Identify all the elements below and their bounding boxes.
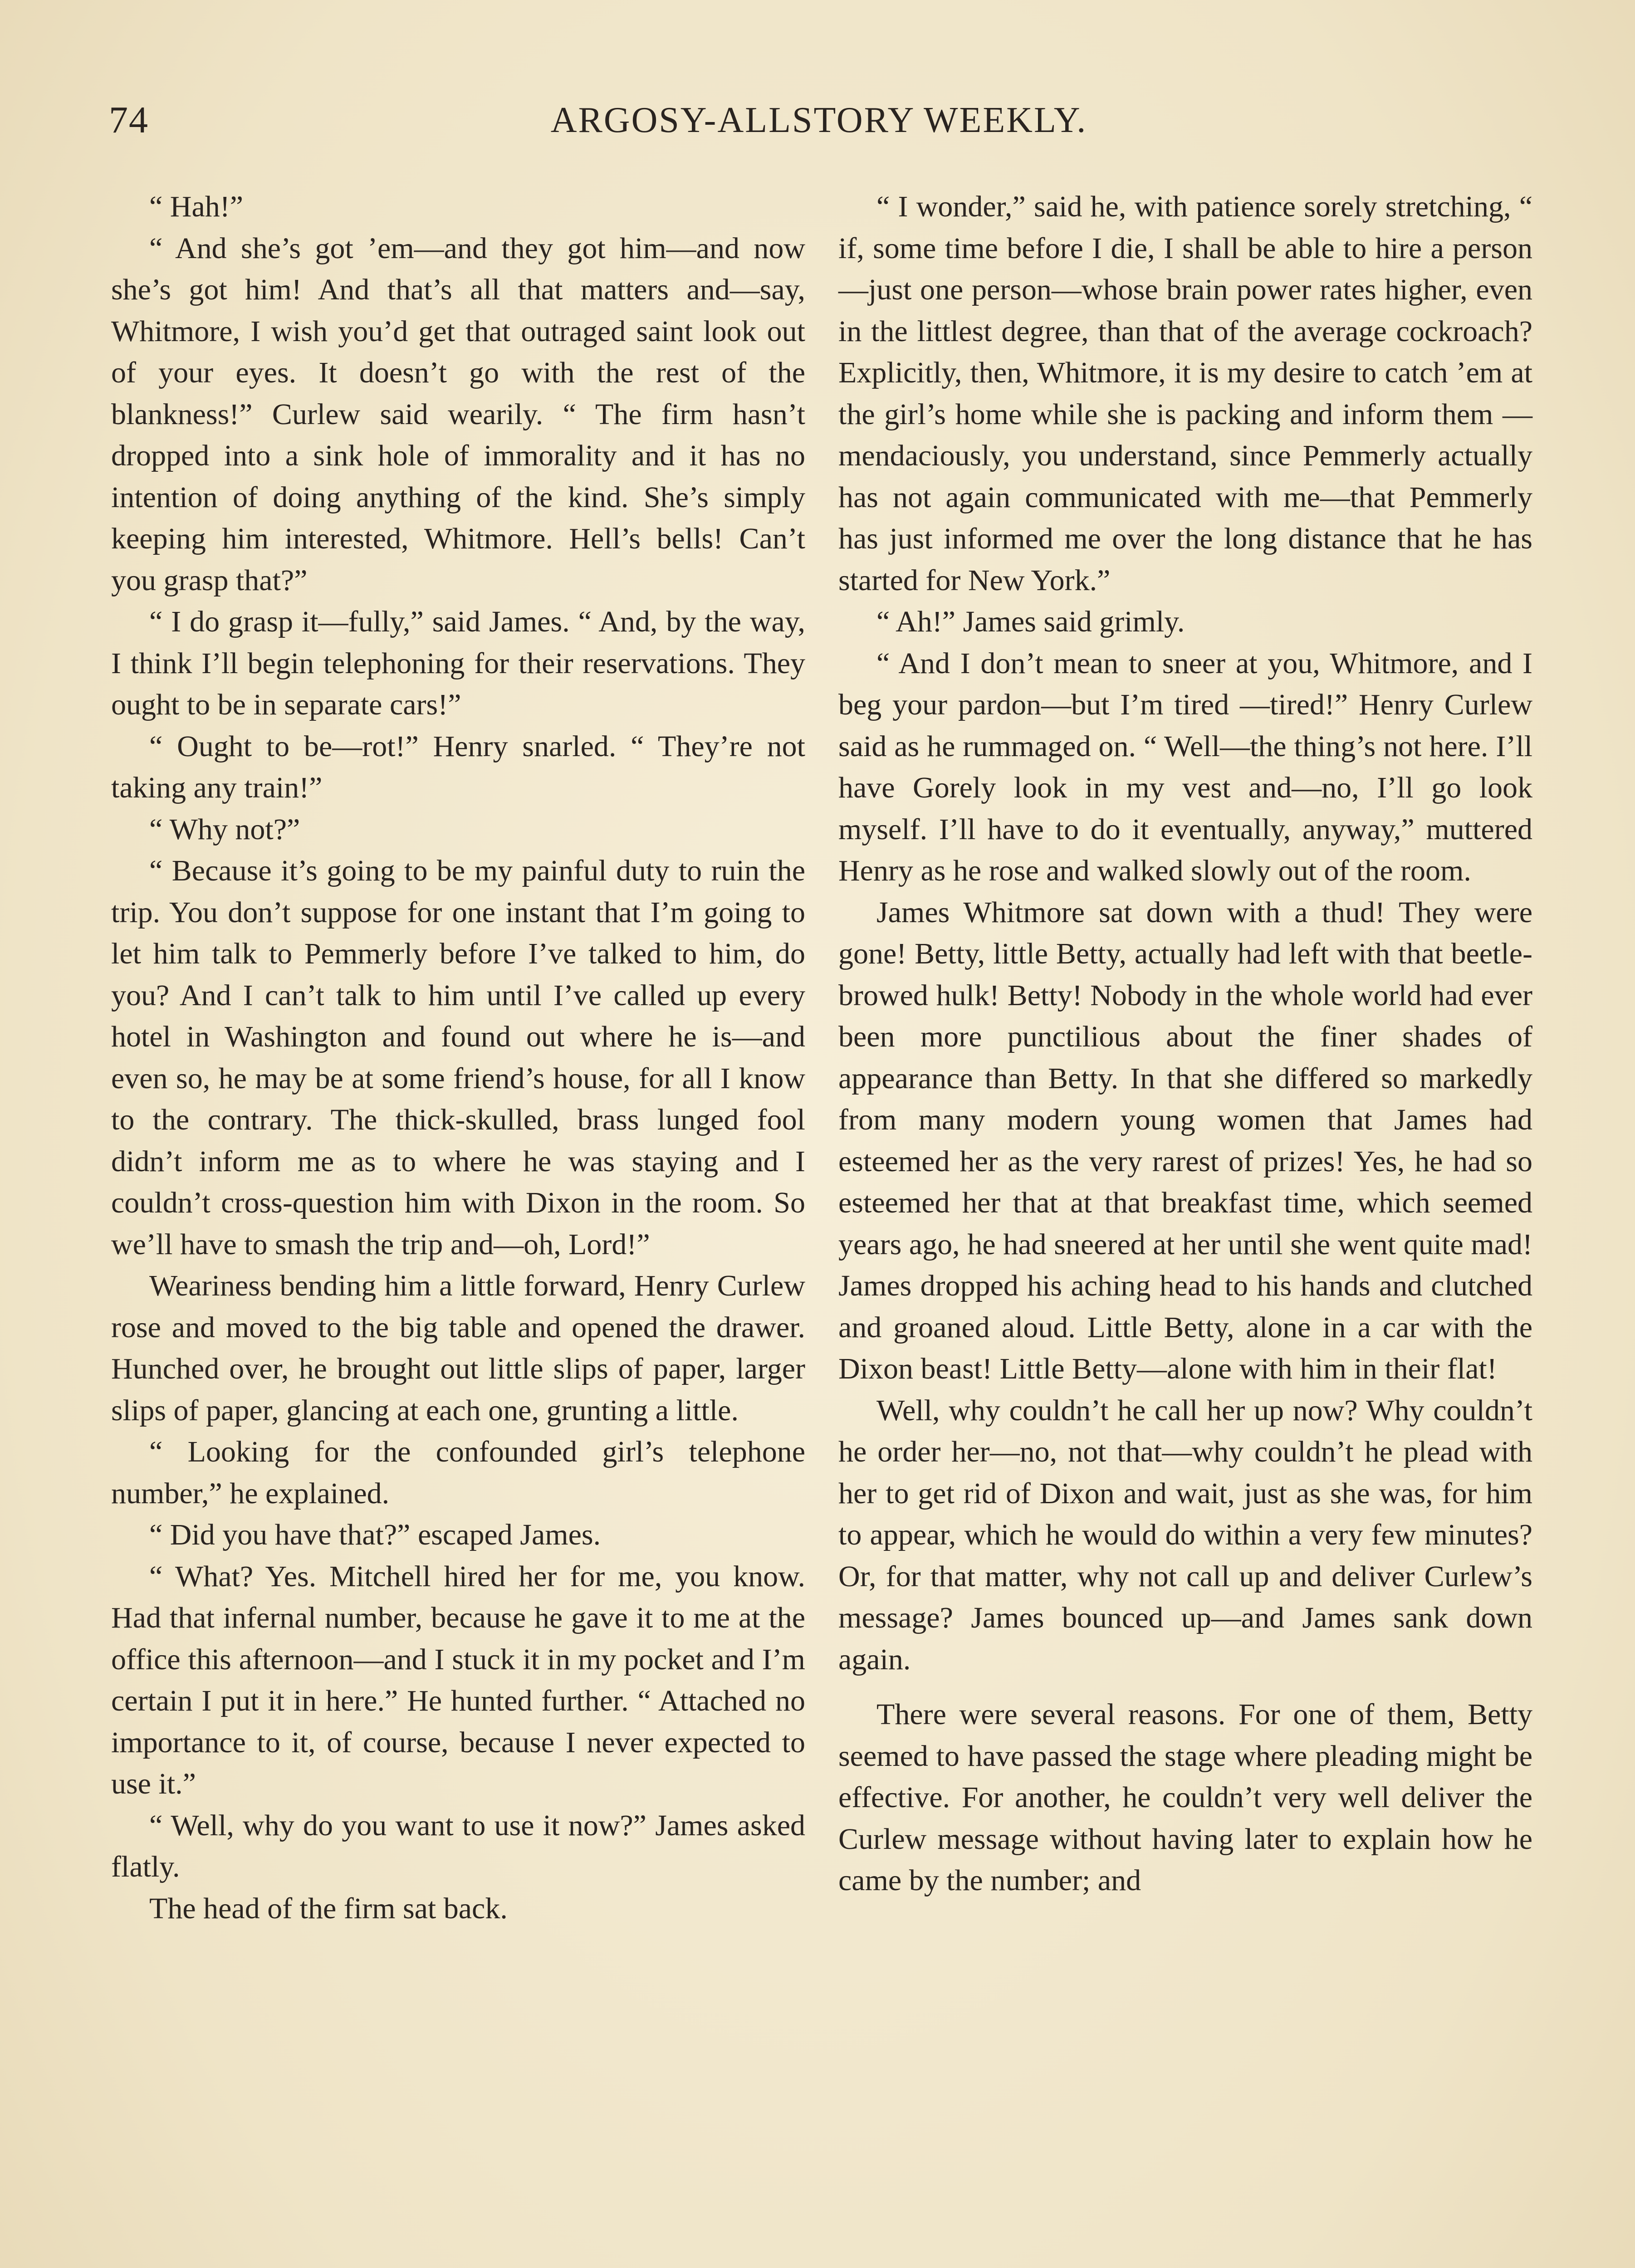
right-column (838, 186, 1532, 1901)
paragraph: “ Ought to be—rot!” Henry snarled. “ They’re not taking any train!” (111, 729, 805, 804)
paragraph: “ I wonder,” said he, with patience sorely stretching, “ if, some time before I die, I shall be able to hire a person—just one person—whose brain power rates higher, even in the littlest degree, than that of the average cockroach? Explicitly, then, Whitmore, it is my desire to catch ’em at the girl’s home while she is packing and inform them —mendaciously, you understand, since Pemmerly actually has not again communicated with me—that Pemmerly has just informed me over the long distance that he has started for New York.” (838, 190, 1532, 597)
running-title: ARGOSY-ALLSTORY WEEKLY. (550, 100, 1087, 140)
paragraph: “ Well, why do you want to use it now?” James asked flatly. (111, 1809, 805, 1883)
paragraph: The head of the firm sat back. (149, 1892, 508, 1925)
left-column (111, 186, 805, 1929)
paragraph: Weariness bending him a little forward, Henry Curlew rose and moved to the big table and opened the drawer. Hunched over, he brought out little slips of paper, larger slips of paper, glancing at each one, grunting a little. (111, 1269, 805, 1427)
paragraph: “ Looking for the confounded girl’s telephone number,” he explained. (111, 1435, 805, 1510)
page-header (109, 95, 1529, 154)
paragraph: “ And she’s got ’em—and they got him—and now she’s got him! And that’s all that matters and—say, Whitmore, I wish you’d get that outraged saint look out of your eyes. It doesn’t go with the rest of the blankness!” Curlew said wearily. “ The firm hasn’t dropped into a sink hole of immorality and it has no intention of doing anything of the kind. She’s simply keeping him interested, Whitmore. Hell’s bells! Can’t you grasp that?” (111, 231, 805, 597)
paragraph: Well, why couldn’t he call her up now? Why couldn’t he order her—no, not that—why couldn’t he plead with her to get rid of Dixon and wait, just as she was, for him to appear, which he would do within a very few minutes? Or, for that matter, why not call up and deliver Curlew’s message? James bounced up—and James sank down again. (838, 1393, 1532, 1676)
paragraph: “ Because it’s going to be my painful duty to ruin the trip. You don’t suppose for one instant that I’m going to let him talk to Pemmerly before I’ve talked to him, do you? And I can’t talk to him until I’ve called up every hotel in Washington and found out where he is—and even so, he may be at some friend’s house, for all I know to the contrary. The thick-skulled, brass lunged fool didn’t inform me as to where he was staying and I couldn’t cross-question him with Dixon in the room. So we’ll have to smash the trip and—oh, Lord!” (111, 854, 805, 1261)
paragraph: James Whitmore sat down with a thud! They were gone! Betty, little Betty, actually had left with that beetle-browed hulk! Betty! Nobody in the whole world had ever been more punctilious about the finer shades of appearance than Betty. In that she differed so markedly from many modern young women that James had esteemed her as the very rarest of prizes! Yes, he had so esteemed her that at that breakfast time, which seemed years ago, he had sneered at her until she went quite mad! James dropped his aching head to his hands and clutched and groaned aloud. Little Betty, alone in a car with the Dixon beast! Little Betty—alone with him in their flat! (838, 895, 1532, 1385)
paragraph: “ Hah!” (149, 190, 244, 223)
paragraph: “ Ah!” James said grimly. (876, 605, 1185, 638)
paragraph: “ Did you have that?” escaped James. (149, 1518, 601, 1551)
paragraph: “ And I don’t mean to sneer at you, Whitmore, and I beg your pardon—but I’m tired —tired!” Henry Curlew said as he rummaged on. “ Well—the thing’s not here. I’ll have Gorely look in my vest and—no, I’ll go look myself. I’ll have to do it eventually, anyway,” muttered Henry as he rose and walked slowly out of the room. (838, 646, 1532, 887)
paragraph: “ What? Yes. Mitchell hired her for me, you know. Had that infernal number, because he gave it to me at the office this afternoon—and I stuck it in my pocket and I’m certain I put it in here.” He hunted further. “ Attached no importance to it, of course, because I never expected to use it.” (111, 1559, 805, 1800)
paragraph: “ I do grasp it—fully,” said James. “ And, by the way, I think I’ll begin telephoning for their reservations. They ought to be in separate cars!” (111, 605, 805, 721)
paragraph: There were several reasons. For one of them, Betty seemed to have passed the stage where pleading might be effective. For another, he couldn’t very well deliver the Curlew message without having later to explain how he came by the number; and (838, 1698, 1532, 1897)
page-number: 74 (109, 99, 149, 141)
paragraph: “ Why not?” (149, 812, 300, 846)
